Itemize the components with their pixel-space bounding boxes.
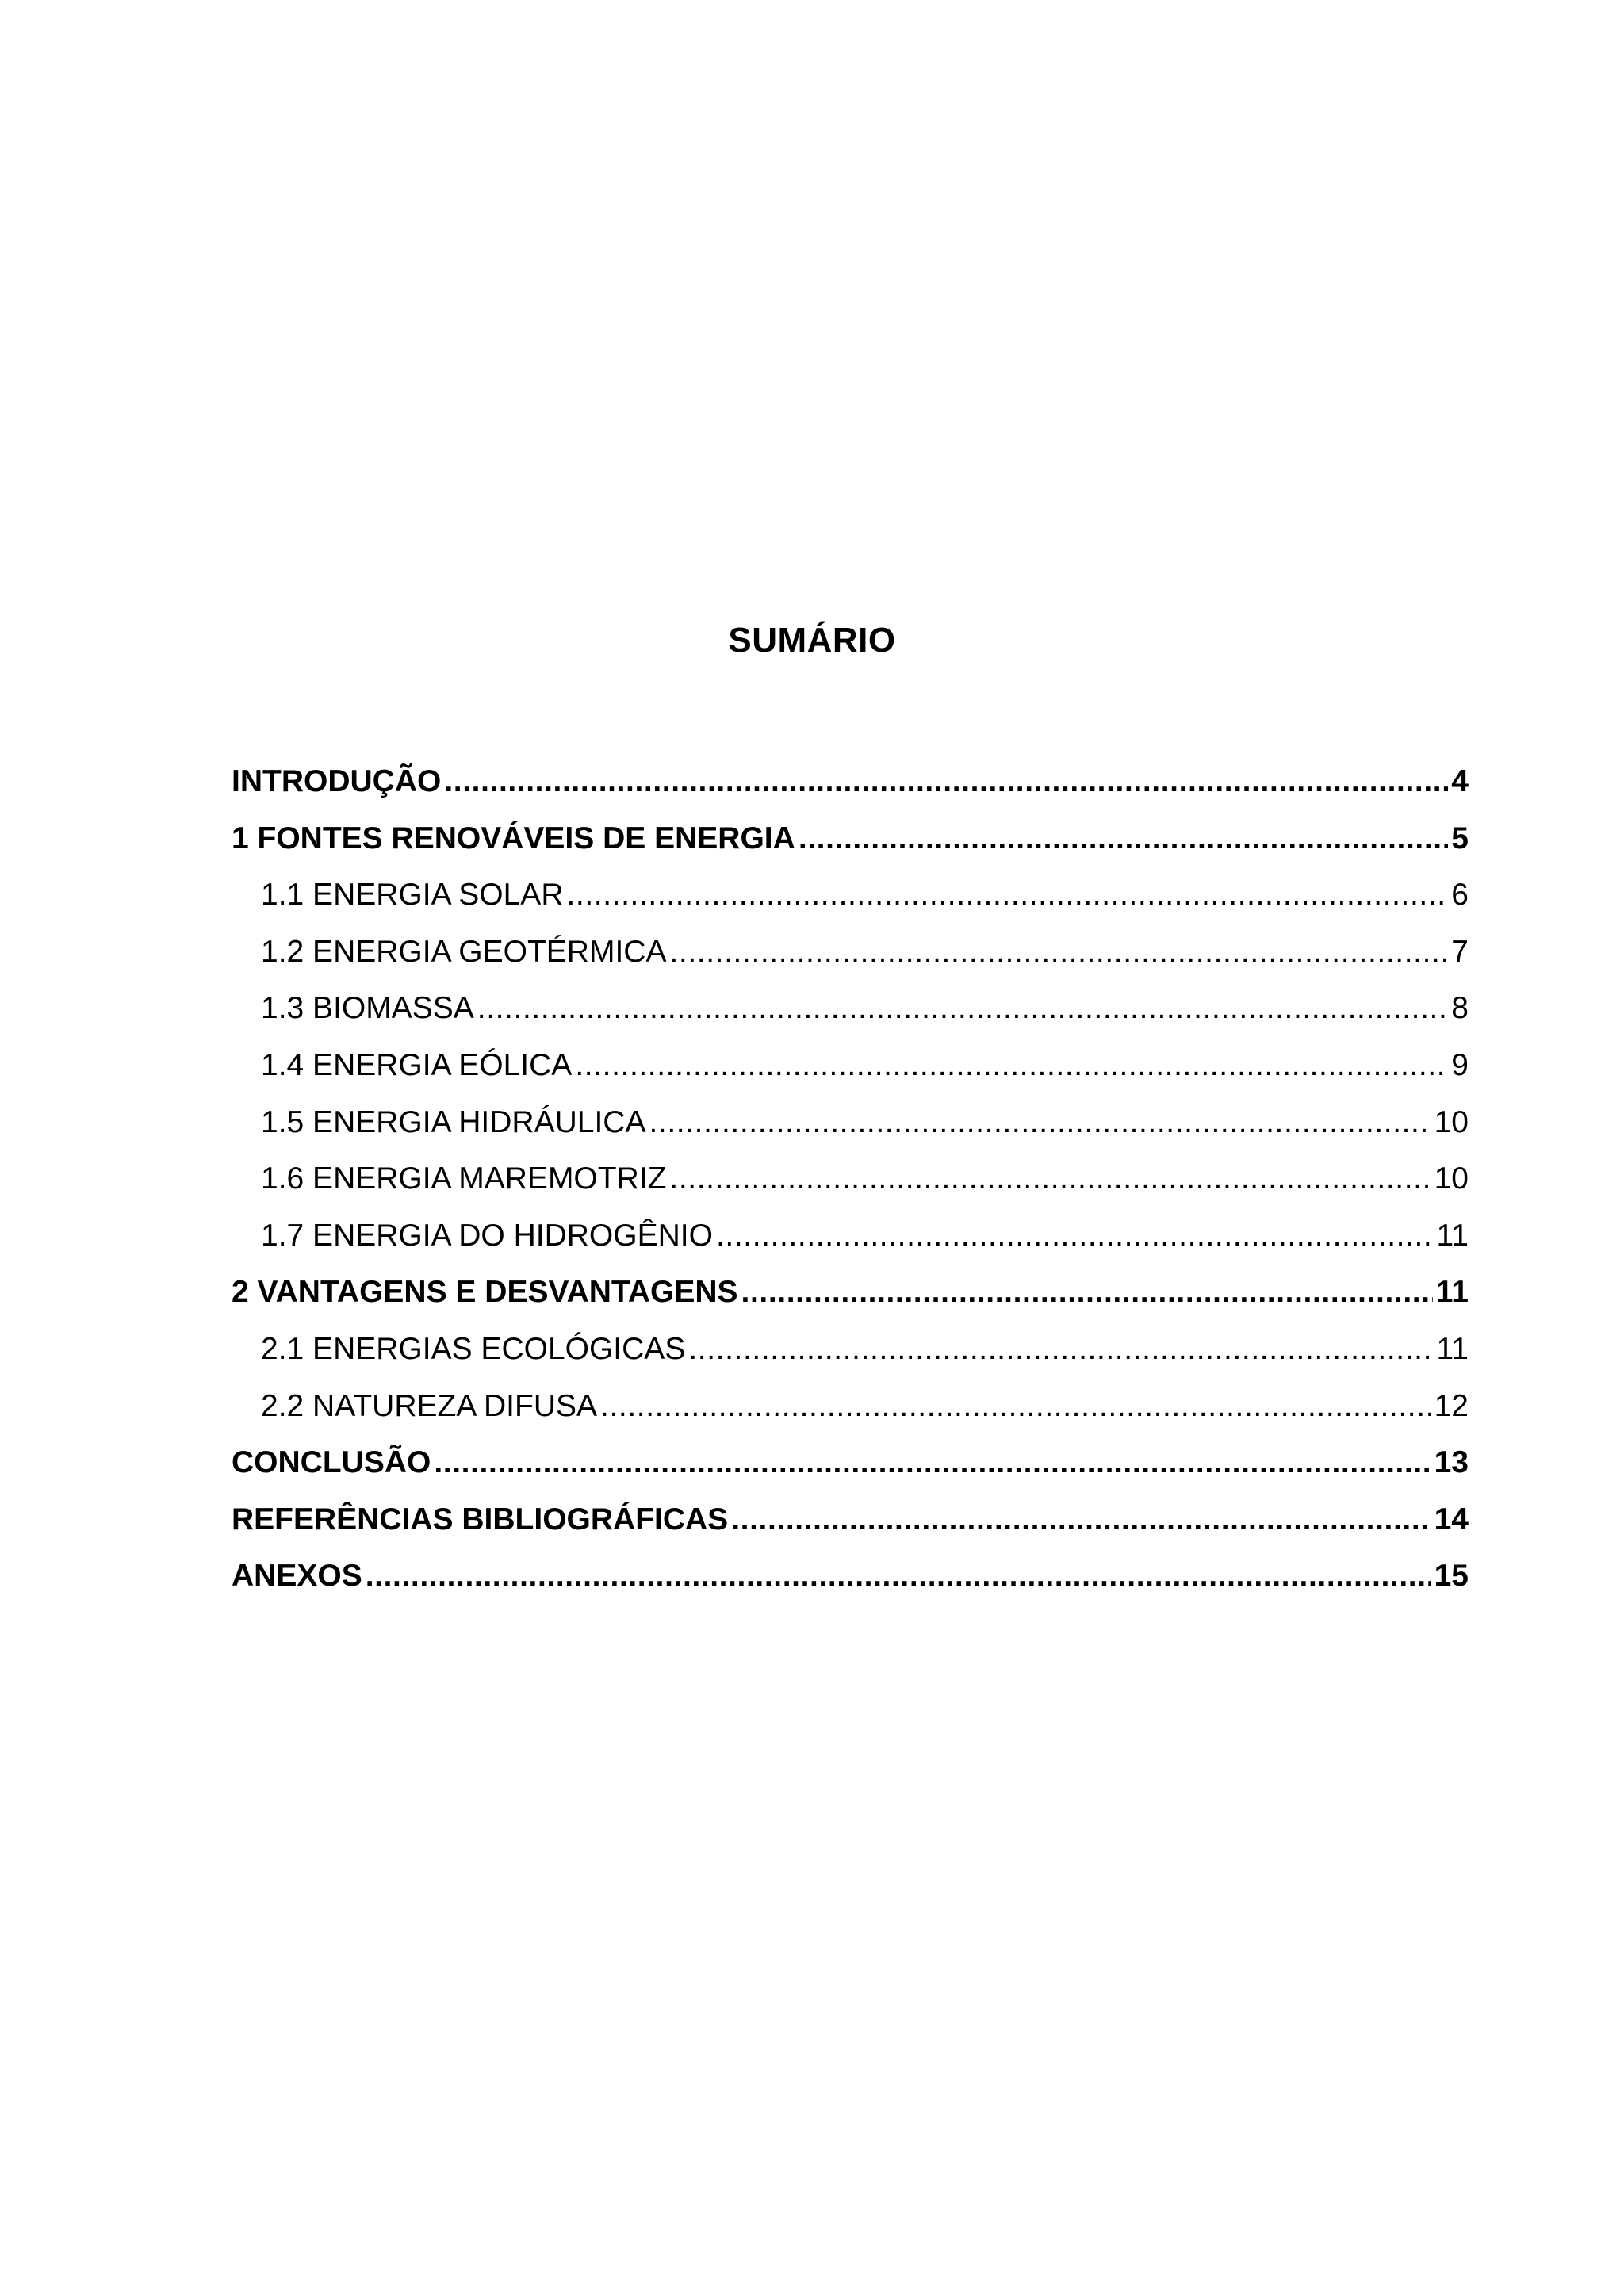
toc-page-number: 4 (1451, 764, 1469, 798)
toc-page-number: 8 (1451, 991, 1469, 1026)
toc-entry-label: 1.3 BIOMASSA (261, 991, 474, 1026)
toc-page-number: 5 (1451, 821, 1469, 855)
toc-dot-leader (477, 980, 1449, 1037)
toc-entry-conclusao[interactable] (232, 1434, 1469, 1491)
toc-entry-natureza-difusa[interactable] (232, 1378, 1469, 1435)
toc-entry-label: 1.4 ENERGIA EÓLICA (261, 1047, 573, 1082)
toc-entry-vantagens-desvantagens[interactable] (232, 1264, 1469, 1321)
toc-page-number: 11 (1436, 1331, 1469, 1366)
toc-dot-leader (649, 1094, 1431, 1151)
toc-entry-label: 2.1 ENERGIAS ECOLÓGICAS (261, 1331, 686, 1366)
toc-page-number: 10 (1434, 1161, 1469, 1196)
toc-dot-leader (434, 1434, 1431, 1491)
toc-entry-energia-hidraulica[interactable] (232, 1094, 1469, 1151)
toc-entry-energia-geotermica[interactable] (232, 924, 1469, 981)
toc-dot-leader (669, 924, 1448, 981)
toc-entry-energia-hidrogenio[interactable] (232, 1207, 1469, 1265)
toc-entry-energias-ecologicas[interactable] (232, 1321, 1469, 1378)
toc-entry-label: ANEXOS (232, 1559, 362, 1594)
toc-dot-leader (688, 1321, 1433, 1378)
toc-entry-label: REFERÊNCIAS BIBLIOGRÁFICAS (232, 1502, 729, 1536)
toc-dot-leader (669, 1150, 1431, 1207)
toc-page-number: 6 (1451, 878, 1469, 913)
toc-page-number: 11 (1435, 1275, 1469, 1310)
toc-entry-label: 2.2 NATUREZA DIFUSA (261, 1388, 598, 1423)
toc-page-number: 10 (1434, 1104, 1469, 1139)
toc-dot-leader (366, 1548, 1431, 1605)
toc-entry-energia-maremotriz[interactable] (232, 1150, 1469, 1207)
toc-dot-leader (799, 810, 1448, 867)
toc-page-number: 15 (1434, 1559, 1469, 1594)
toc-entry-energia-eolica[interactable] (232, 1037, 1469, 1094)
toc-dot-leader (444, 753, 1448, 810)
toc-page-number: 9 (1451, 1047, 1469, 1082)
toc-entry-referencias[interactable] (232, 1491, 1469, 1548)
toc-entry-label: 1.5 ENERGIA HIDRÁULICA (261, 1104, 646, 1139)
toc-entry-anexos[interactable] (232, 1548, 1469, 1605)
toc-entry-label: INTRODUÇÃO (232, 764, 442, 798)
toc-entry-label: 1 FONTES RENOVÁVEIS DE ENERGIA (232, 821, 795, 855)
toc-dot-leader (567, 867, 1449, 924)
toc-entry-label: 1.1 ENERGIA SOLAR (261, 878, 564, 913)
toc-page-number: 12 (1434, 1388, 1469, 1423)
toc-page-number: 13 (1434, 1445, 1469, 1480)
toc-entry-label: 1.7 ENERGIA DO HIDROGÊNIO (261, 1218, 713, 1253)
toc-dot-leader (575, 1037, 1448, 1094)
toc-entry-introducao[interactable] (232, 753, 1469, 810)
toc-dot-leader (600, 1378, 1431, 1435)
toc-entry-label: 1.6 ENERGIA MAREMOTRIZ (261, 1161, 667, 1196)
toc-dot-leader (741, 1264, 1433, 1321)
table-of-contents (232, 753, 1469, 1605)
toc-dot-leader (731, 1491, 1431, 1548)
toc-page-number: 11 (1436, 1218, 1469, 1253)
toc-entry-label: 1.2 ENERGIA GEOTÉRMICA (261, 934, 667, 969)
toc-entry-label: 2 VANTAGENS E DESVANTAGENS (232, 1275, 738, 1310)
page-title: SUMÁRIO (728, 621, 896, 660)
toc-entry-fontes-renovaveis[interactable] (232, 810, 1469, 867)
toc-entry-biomassa[interactable] (232, 980, 1469, 1037)
toc-entry-energia-solar[interactable] (232, 867, 1469, 924)
toc-entry-label: CONCLUSÃO (232, 1445, 431, 1480)
toc-dot-leader (716, 1207, 1434, 1265)
toc-page-number: 7 (1451, 934, 1469, 969)
toc-page-number: 14 (1434, 1502, 1469, 1536)
